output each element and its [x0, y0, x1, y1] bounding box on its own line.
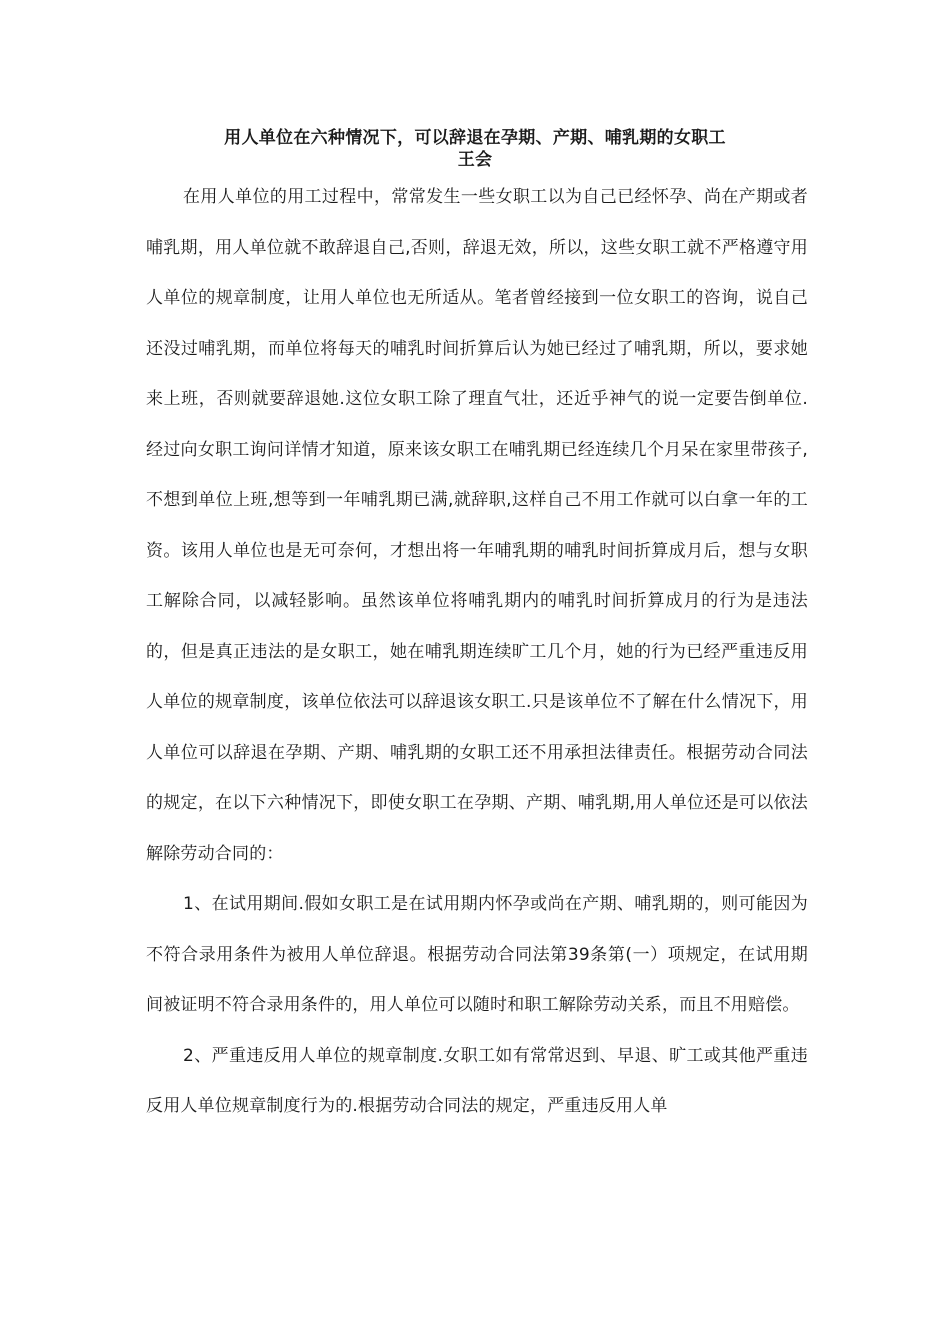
paragraph-item-2: 2、严重违反用人单位的规章制度.女职工如有常常迟到、早退、旷工或其他严重违反用人单位规章制度行为的.根据劳动合同法的规定，严重违反用人单 [146, 1045, 808, 1116]
title-line-1: 用人单位在六种情况下，可以辞退在孕期、产期、哺乳期的女职工 [224, 128, 726, 148]
title-author: 王会 [457, 150, 493, 170]
document-title [146, 127, 804, 171]
paragraph-item-1: 1、在试用期间.假如女职工是在试用期内怀孕或尚在产期、哺乳期的，则可能因为不符合录用条件为被用人单位辞退。根据劳动合同法第39条第(一）项规定，在试用期间被证明不符合录用条件的，用人单位可以随时和职工解除劳动关系，而且不用赔偿。 [146, 894, 808, 1015]
document-body [146, 172, 808, 1132]
paragraph-intro: 在用人单位的用工过程中，常常发生一些女职工以为自己已经怀孕、尚在产期或者哺乳期，用人单位就不敢辞退自己,否则，辞退无效，所以，这些女职工就不严格遵守用人单位的规章制度，让用人单位也无所适从。笔者曾经接到一位女职工的咨询，说自己还没过哺乳期，而单位将每天的哺乳时间折算后认为她已经过了哺乳期，所以，要求她来上班，否则就要辞退她.这位女职工除了理直气壮，还近乎神气的说一定要告倒单位.经过向女职工询问详情才知道，原来该女职工在哺乳期已经连续几个月呆在家里带孩子,不想到单位上班,想等到一年哺乳期已满,就辞职,这样自己不用工作就可以白拿一年的工资。该用人单位也是无可奈何，才想出将一年哺乳期的哺乳时间折算成月后，想与女职工解除合同，以减轻影响。虽然该单位将哺乳期内的哺乳时间折算成月的行为是违法的，但是真正违法的是女职工，她在哺乳期连续旷工几个月，她的行为已经严重违反用人单位的规章制度，该单位依法可以辞退该女职工.只是该单位不了解在什么情况下，用人单位可以辞退在孕期、产期、哺乳期的女职工还不用承担法律责任。根据劳动合同法的规定，在以下六种情况下，即使女职工在孕期、产期、哺乳期,用人单位还是可以依法解除劳动合同的： [146, 187, 808, 864]
